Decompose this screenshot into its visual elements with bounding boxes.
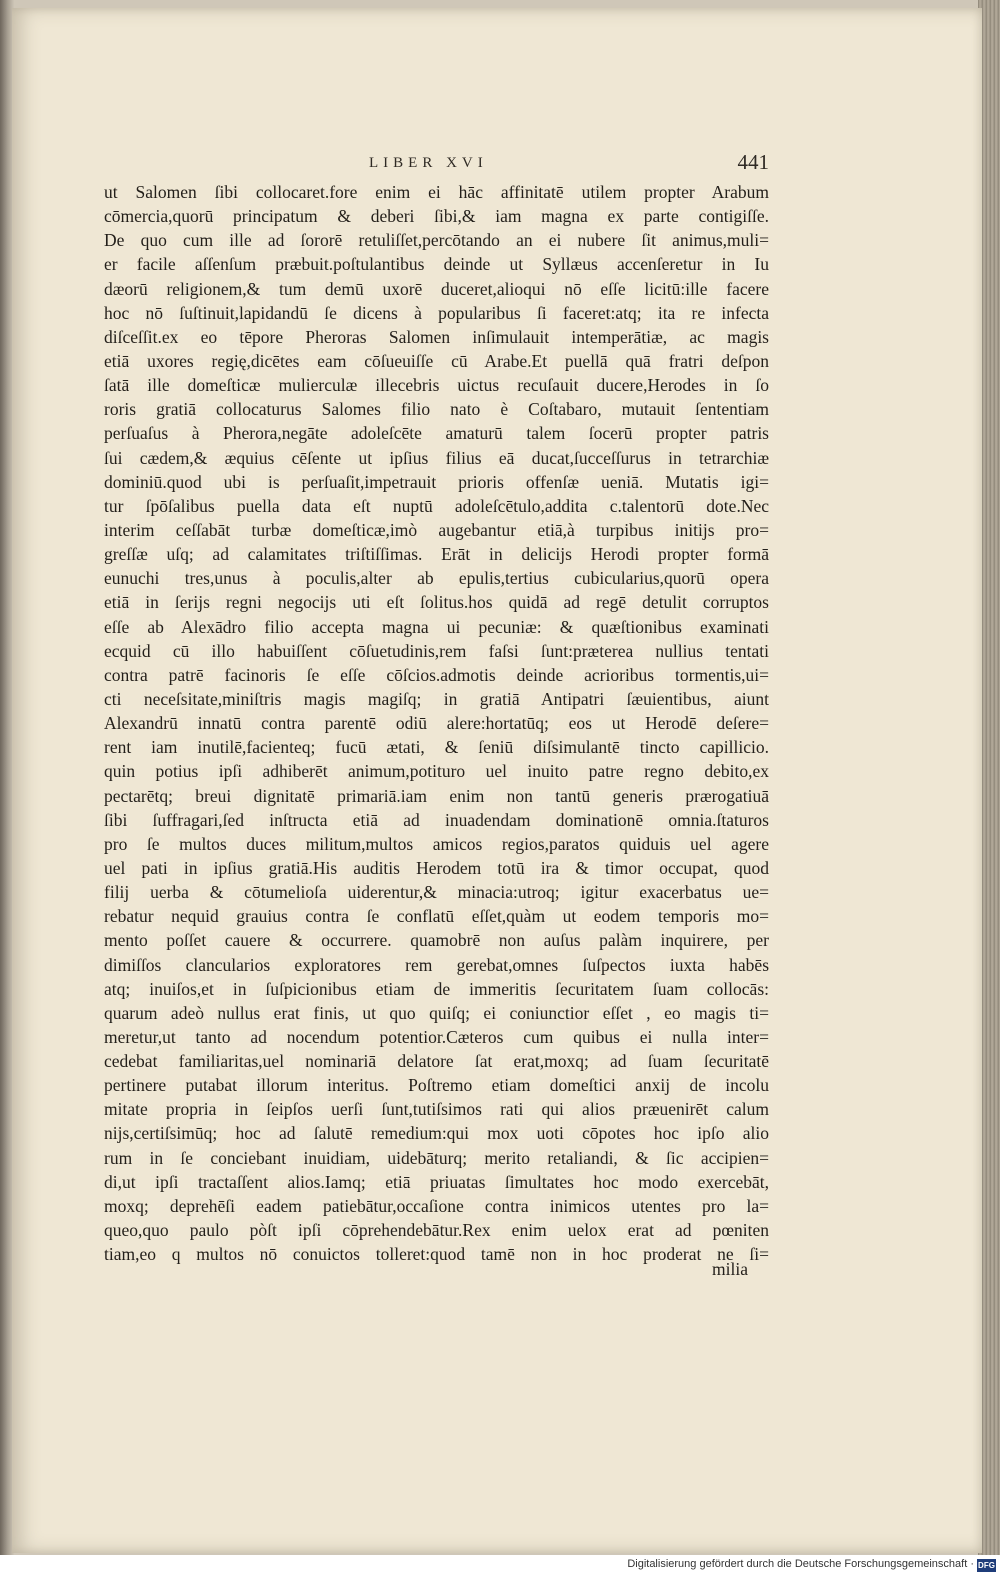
catchword: milia (712, 1259, 748, 1279)
text-line: quarum adeò nullus erat finis, ut quo quiſq; ei coniunctior eſſet , eo magis ti= (104, 1002, 769, 1023)
text-line: perſuaſus à Pherora,negāte adoleſcēte amaturū talem ſocerū propter patris (104, 423, 769, 444)
text-line: dimiſſos clancularios exploratores rem gerebat,omnes ſuſpectos iuxta habēs (104, 954, 769, 975)
text-line: pectarētq; breui dignitatē primariā.iam enim non tantū generis prærogatiuā (104, 785, 769, 806)
text-line: De quo cum ille ad ſororē retuliſſet,percōtando an ei nubere ſit animus,muli= (104, 230, 769, 251)
text-line: dominiū.quod ubi is perſuaſit,impetrauit prioris offenſæ ueniā. Mutatis igi= (104, 471, 769, 492)
text-line: uel pati in ipſius gratiā.His auditis Herodem totū ira & timor occupat, quod (104, 857, 769, 878)
text-line: Alexandrū innatū contra parentē odiū alere:hortatūq; eos ut Herodē deſere= (104, 713, 769, 734)
text-line: er facile aſſenſum præbuit.poſtulantibus deinde ut Syllæus accenſeretur in Iu (104, 254, 769, 275)
text-line: dæorū religionem,& tum demū uxorē duceret,alioqui nō eſſe licitū:ille facere (104, 278, 769, 299)
text-line: queo,quo paulo pòſt ipſi cōprehendebātur.Rex enim uelox erat ad pœniten (104, 1220, 769, 1241)
text-line: hoc nō ſuſtinuit,lapidandū ſe dicens à popularibus ſi faceret:atq; ita re infecta (104, 302, 769, 323)
text-line: ut Salomen ſibi collocaret.fore enim ei hāc affinitatē utilem propter Arabum (104, 182, 769, 202)
text-line: nijs,certiſsimūq; hoc ad ſalutē remedium:qui mox uoti cōpotes hoc ipſo alio (104, 1123, 769, 1144)
text-line: diſceſſit.ex eo tēpore Pheroras Salomen inſimulauit intemperātiæ, ac magis (104, 326, 769, 347)
page-number: 441 (737, 150, 769, 174)
folio-header (104, 150, 769, 180)
text-line: mitate propria in ſeipſos uerſi ſunt,tutiſsimos rati qui alios præuenirēt calum (104, 1099, 769, 1120)
funding-credit: Digitalisierung gefördert durch die Deutsche Forschungsgemeinschaft · (627, 1558, 974, 1570)
text-line: rent iam inutilē,facienteq; fucū ætati, & ſeniū diſsimulantē tincto capillicio. (104, 737, 769, 758)
text-line: cedebat familiaritas,uel nominariā delatore ſat erat,moxq; ad ſuam ſecuritatē (104, 1051, 769, 1072)
text-line: di,ut ipſi tractaſſent alios.Iamq; etiā priuatas ſimultates hoc modo exercebāt, (104, 1171, 769, 1192)
text-line: eſſe ab Alexādro filio accepta magna ui pecuniæ: & quæſtionibus examinati (104, 616, 769, 637)
text-line: pro ſe multos duces militum,multos amicos regios,paratos quiduis uel agere (104, 833, 769, 854)
text-line: cti neceſsitate,miniſtris magis magiſq; in gratiā Antipatri ſæuientibus, aiunt (104, 688, 769, 709)
text-line: roris gratiā collocaturus Salomes filio nato è Coſtabaro, mutauit ſententiam (104, 399, 769, 420)
text-line: moxq; deprehēſi eadem patiebātur,occaſione contra inimicos utentes pro la= (104, 1195, 769, 1216)
text-line: etiā in ſerijs regni negocijs uti eſt ſolitus.hos quidā ad regē detulit corruptos (104, 592, 769, 613)
text-line: quin potius ipſi adhiberēt animum,potituro uel inuito patre regno debito,ex (104, 761, 769, 782)
text-line: interim ceſſabāt turbæ domeſticæ,imò augebantur etiā,à turpibus initijs pro= (104, 519, 769, 540)
text-line: atq; inuiſos,et in ſuſpicionibus etiam de immeritis ſecuritatem ſuam collocās: (104, 978, 769, 999)
body-text (104, 180, 769, 1266)
text-line: ſui cædem,& æquius cēſente ut ipſius filius eā ducat,ſucceſſurus in tetrarchiæ (104, 447, 769, 468)
text-line: meretur,ut tanto ad nocendum potentior.Cæteros cum quibus ei nulla inter= (104, 1026, 769, 1047)
running-head: LIBER XVI (369, 155, 488, 171)
text-line: etiā uxores regię,dicētes eam cōſueuiſſe cū Arabe.Et puellā quā fratri deſpon (104, 350, 769, 371)
dfg-logo: DFG (978, 1561, 995, 1570)
text-line: greſſæ uſq; ad calamitates triſtiſſimas. Erāt in delicijs Herodi propter formā (104, 544, 769, 565)
text-line: contra patrē facinoris ſe eſſe cōſcios.admotis deinde acrioribus tormentis,ui= (104, 664, 769, 685)
text-line: rum in ſe conciebant inuidiam, uidebāturq; merito retaliandi, & ſic accipien= (104, 1147, 769, 1168)
text-line: rebatur nequid grauius contra ſe conflatū eſſet,quàm ut eodem temporis mo= (104, 906, 769, 927)
text-line: mento poſſet cauere & occurrere. quamobrē non auſus palàm inquirere, per (104, 930, 769, 951)
text-line: filij uerba & cōtumelioſa uiderentur,& minacia:utroq; igitur exacerbatus ue= (104, 882, 769, 903)
text-line: tur ſpōſalibus puella data eſt nuptū adoleſcētulo,addita c.talentorū dote.Nec (104, 495, 769, 516)
text-line: ſibi ſuffragari,ſed inſtructa etiā ad inuadendam dominationē omnia.ſtaturos (104, 809, 769, 830)
text-line: ſatā ille domeſticæ mulierculæ illecebris uictus recuſauit ducere,Herodes in ſo (104, 375, 769, 396)
text-line: tiam,eo q multos nō conuictos tolleret:quod tamē non in hoc proderat ne ſi= (104, 1244, 769, 1265)
text-line: ecquid cū illo habuiſſent cōſuetudinis,rem faſsi ſunt:præterea nullius tentati (104, 640, 769, 661)
text-line: cōmercia,quorū principatum & deberi ſibi,& iam magna ex parte contigiſſe. (104, 206, 769, 227)
text-line: pertinere putabat illorum interitus. Poſtremo etiam domeſtici anxij de incolu (104, 1075, 769, 1096)
digitization-footer (0, 1555, 1000, 1577)
text-line: eunuchi tres,unus à poculis,alter ab epulis,tertius cubicularius,quorū opera (104, 568, 769, 589)
book-page (12, 8, 982, 1553)
